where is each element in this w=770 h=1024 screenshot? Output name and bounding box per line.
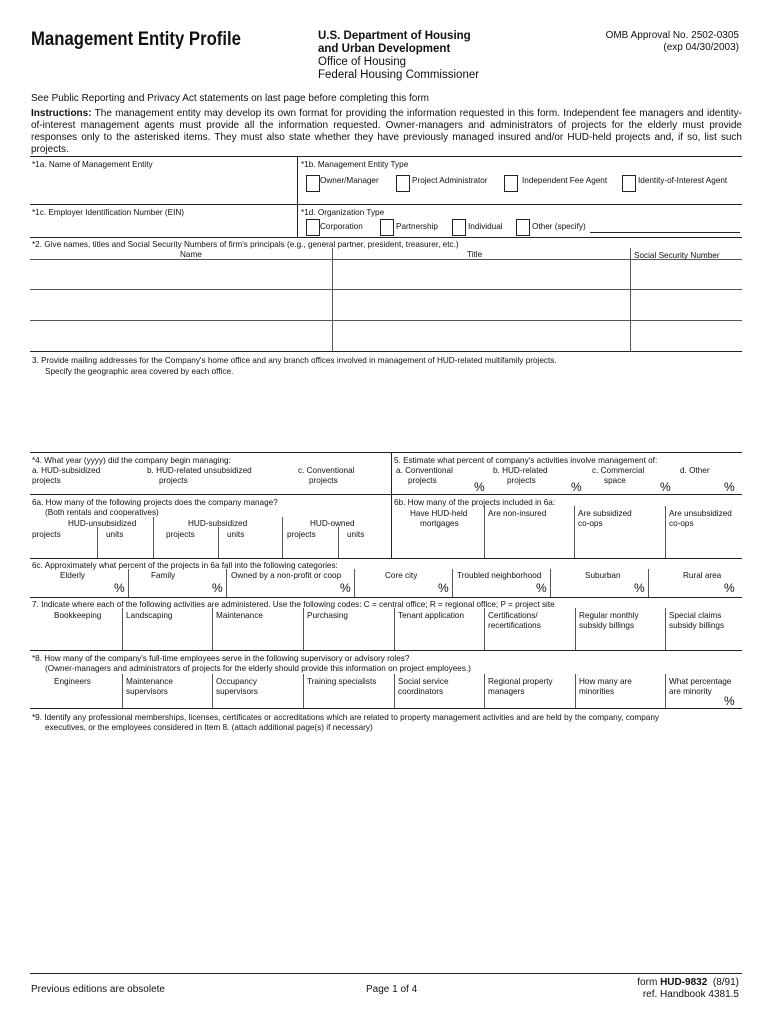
q8-minorities-count (579, 677, 632, 697)
department-block (318, 30, 479, 82)
omb-block (606, 30, 739, 54)
q4b-line1: b. HUD-related unsubsidized (147, 466, 252, 475)
q6b-col3 (578, 509, 632, 529)
q4a-line1: a. HUD-subsidized (32, 466, 101, 475)
partnership-label: Partnership (396, 222, 438, 231)
q6a-col1: HUD-unsubsidized (68, 519, 137, 528)
divider (30, 289, 742, 290)
q8-social-service-line1: Social service (398, 677, 449, 686)
q6c-nonprofit: Owned by a non-profit or coop (231, 571, 342, 580)
divider (30, 237, 742, 238)
corporation-checkbox[interactable] (306, 219, 320, 236)
q8-percentage-line1: What percentage (669, 677, 732, 686)
q5d-percent: % (724, 480, 735, 494)
q7-regular-billings-line2: subsidy billings (579, 621, 635, 630)
divider (30, 494, 742, 495)
q8-regional-managers (488, 677, 553, 697)
office-line: Office of Housing (318, 56, 407, 68)
q3-line2: Specify the geographic area covered by each office. (45, 367, 234, 376)
q8-occupancy-line1: Occupancy (216, 677, 257, 686)
corporation-label: Corporation (320, 222, 363, 231)
form-date: (8/91) (707, 977, 739, 988)
q6a-units-2: units (227, 530, 245, 539)
q6a-projects-2: projects (166, 530, 195, 539)
divider (630, 248, 631, 351)
q5b-line2: projects (507, 476, 536, 485)
obsolete-note: Previous editions are obsolete (31, 984, 165, 995)
q4c-line1: c. Conventional (298, 466, 355, 475)
q6a-units-1: units (106, 530, 124, 539)
divider (30, 156, 742, 157)
q7-tenant-application: Tenant application (398, 611, 465, 620)
q7-special-claims-line1: Special claims (669, 611, 722, 620)
q5b-line1: b. HUD-related (493, 466, 548, 475)
q5c-line2: space (604, 476, 626, 485)
q6b-col4 (669, 509, 732, 529)
q5c-line1: c. Commercial (592, 466, 645, 475)
project-administrator-label: Project Administrator (412, 176, 488, 185)
q7-bookkeeping: Bookkeeping (54, 611, 102, 620)
divider (212, 608, 213, 650)
column-title: Title (467, 250, 483, 259)
q6c-core-city: Core city (385, 571, 418, 580)
q1a-label: *1a. Name of Management Entity (32, 160, 153, 169)
instructions-text: The management entity may develop its own format for providing the information requested in this form. Independent fee managers and identity-of-interest management agents must provide all the information requested. Owner-managers and administrators of projects for the elderly must provide responses only to the asterisked items. They must also state whether they have previously managed insured and/or HUD-held projects and, if so, list such projects. (31, 108, 742, 155)
q5a-line1: a. Conventional (396, 466, 453, 475)
divider (338, 527, 339, 558)
q6c-family: Family (151, 571, 176, 580)
q5d-label: d. Other (680, 466, 710, 475)
q8-minorities-line1: How many are (579, 677, 632, 686)
independent-fee-agent-label: Independent Fee Agent (522, 176, 608, 185)
divider (394, 608, 395, 650)
identity-of-interest-agent-label: Identity-of-Interest Agent (638, 176, 728, 185)
q3-line1: 3. Provide mailing addresses for the Company's home office and any branch offices involved in management of HUD-related multifamily projects. (32, 356, 557, 365)
divider (212, 674, 213, 708)
divider (484, 608, 485, 650)
q8-training-specialists: Training specialists (307, 677, 377, 686)
divider (332, 248, 333, 351)
divider (665, 608, 666, 650)
q6c-troubled: Troubled neighborhood (457, 571, 542, 580)
owner-manager-checkbox[interactable] (306, 175, 320, 192)
divider (574, 506, 575, 558)
divider (394, 674, 395, 708)
q1c-label: *1c. Employer Identification Number (EIN) (32, 208, 184, 217)
divider (665, 506, 666, 558)
q8-maintenance-line2: supervisors (126, 687, 168, 696)
q6c-percent-1: % (114, 581, 125, 595)
page-number: Page 1 of 4 (366, 984, 418, 995)
divider (30, 320, 742, 321)
column-name: Name (180, 250, 202, 259)
q5c-label (592, 466, 644, 486)
q8-occupancy-line2: supervisors (216, 687, 258, 696)
project-administrator-checkbox[interactable] (396, 175, 410, 192)
q6b-col3-line2: co-ops (578, 519, 603, 528)
q8-label: *8. How many of the company's full-time employees serve in the following supervisory or advisory roles? (32, 654, 410, 663)
q7-label: 7. Indicate where each of the following activities are administered. Use the following codes: C = central office; R = regional office; P = project site (32, 600, 555, 609)
q6b-col1-line1: Have HUD-held (410, 509, 468, 518)
divider (648, 569, 649, 597)
divider (30, 452, 742, 453)
divider (128, 569, 129, 597)
identity-of-interest-agent-checkbox[interactable] (622, 175, 636, 192)
divider (484, 674, 485, 708)
handbook-ref: ref. Handbook 4381.5 (642, 989, 739, 1000)
omb-approval: OMB Approval No. 2502-0305 (605, 30, 739, 41)
divider (122, 674, 123, 708)
q6c-percent-4: % (438, 581, 449, 595)
q6b-col3-line1: Are subsidized (578, 509, 632, 518)
q7-purchasing: Purchasing (307, 611, 348, 620)
department-line2: and Urban Development (318, 43, 451, 55)
divider (303, 608, 304, 650)
q4c-line2: projects (309, 476, 338, 485)
divider (30, 558, 742, 559)
q6c-percent-5: % (536, 581, 547, 595)
q5a-line2: projects (408, 476, 437, 485)
q7-regular-billings-line1: Regular monthly (579, 611, 639, 620)
q8-maintenance-supervisors (126, 677, 173, 697)
omb-expiration: (exp 04/30/2003) (663, 42, 739, 53)
q6c-suburban: Suburban (585, 571, 621, 580)
instructions-label: Instructions: (31, 108, 92, 119)
q8-percentage-line2: are minority (669, 687, 712, 696)
other-label: Other (specify) (532, 222, 586, 231)
divider (575, 608, 576, 650)
divider (484, 506, 485, 558)
q4b-label (147, 466, 252, 486)
q6b-col1-line2: mortgages (420, 519, 459, 528)
other-checkbox[interactable] (516, 219, 530, 236)
privacy-notice: See Public Reporting and Privacy Act statements on last page before completing this form (31, 93, 429, 104)
q6b-col2: Are non-insured (488, 509, 547, 518)
commissioner-line: Federal Housing Commissioner (318, 69, 480, 81)
q5c-percent: % (660, 480, 671, 494)
q7-special-claims-line2: subsidy billings (669, 621, 725, 630)
q8-maintenance-line1: Maintenance (126, 677, 173, 686)
partnership-checkbox[interactable] (380, 219, 394, 236)
q6c-percent-2: % (212, 581, 223, 595)
q6c-elderly: Elderly (60, 571, 86, 580)
department-line1: U.S. Department of Housing (318, 30, 471, 42)
q7-certifications-line1: Certifications/ (488, 611, 538, 620)
q4c-label (298, 466, 354, 486)
column-ssn: Social Security Number (634, 251, 720, 260)
q8-regional-line1: Regional property (488, 677, 553, 686)
q8-sub: (Owner-managers and administrators of projects for the elderly should provide this information on project employees.) (45, 664, 471, 673)
q9-line1: *9. Identify any professional memberships, licenses, certificates or accreditations which are related to property management activities and are held by the company, company (32, 713, 659, 722)
divider (30, 597, 742, 598)
divider (97, 527, 98, 558)
q5b-label (493, 466, 548, 486)
divider (122, 608, 123, 650)
divider (226, 569, 227, 597)
independent-fee-agent-checkbox[interactable] (504, 175, 518, 192)
q8-minorities-line2: minorities (579, 687, 615, 696)
page-title: Management Entity Profile (31, 29, 241, 50)
q5-label: 5. Estimate what percent of company's activities involve management of: (394, 456, 658, 465)
q5a-label (396, 466, 453, 486)
q6a-sub: (Both rentals and cooperatives) (45, 508, 159, 517)
form-prefix: form (637, 977, 661, 988)
q1d-label: *1d. Organization Type (301, 208, 385, 217)
divider (282, 517, 283, 558)
q8-engineers: Engineers (54, 677, 91, 686)
q4a-line2: projects (32, 476, 61, 485)
q6c-percent-7: % (724, 581, 735, 595)
q9-line2: executives, or the employees considered in Item 8. (attach additional page(s) if necessary) (45, 723, 373, 732)
divider (30, 708, 742, 709)
q6c-percent-6: % (634, 581, 645, 595)
q6b-label: 6b. How many of the projects included in 6a: (394, 498, 556, 507)
divider (30, 204, 742, 205)
instructions (31, 108, 742, 156)
divider (30, 973, 742, 974)
individual-label: Individual (468, 222, 503, 231)
q7-special-claims (669, 611, 724, 631)
q8-social-service-line2: coordinators (398, 687, 444, 696)
divider (218, 527, 219, 558)
q8-regional-line2: managers (488, 687, 525, 696)
form-id-block (637, 977, 739, 1001)
q5a-percent: % (474, 480, 485, 494)
divider (354, 569, 355, 597)
q6b-col1 (410, 509, 467, 529)
q4a-label (32, 466, 100, 486)
divider (665, 674, 666, 708)
q8-percent: % (724, 694, 735, 708)
divider (30, 650, 742, 651)
q4b-line2: projects (159, 476, 188, 485)
q7-certifications (488, 611, 541, 631)
individual-checkbox[interactable] (452, 219, 466, 236)
divider (153, 517, 154, 558)
q6b-col4-line1: Are unsubsidized (669, 509, 732, 518)
q6a-projects-3: projects (287, 530, 316, 539)
divider (550, 569, 551, 597)
q7-landscaping: Landscaping (126, 611, 173, 620)
q4-label: *4. What year (yyyy) did the company begin managing: (32, 456, 231, 465)
q8-minority-percentage (669, 677, 731, 697)
q6a-label: 6a. How many of the following projects does the company manage? (32, 498, 278, 507)
q6c-percent-3: % (340, 581, 351, 595)
q6b-col4-line2: co-ops (669, 519, 694, 528)
q6a-col2: HUD-subsidized (188, 519, 248, 528)
form-number: HUD-9832 (660, 977, 708, 988)
other-specify-line[interactable] (590, 232, 740, 233)
divider (303, 674, 304, 708)
q6c-rural: Rural area (683, 571, 722, 580)
divider (452, 569, 453, 597)
q6a-units-3: units (347, 530, 365, 539)
owner-manager-label: Owner/Manager (320, 176, 379, 185)
q5b-percent: % (571, 480, 582, 494)
q7-maintenance: Maintenance (216, 611, 263, 620)
divider (30, 351, 742, 352)
divider (391, 452, 392, 558)
q6a-projects-1: projects (32, 530, 61, 539)
q1b-label: *1b. Management Entity Type (301, 160, 409, 169)
q8-occupancy-supervisors (216, 677, 258, 697)
q7-regular-billings (579, 611, 639, 631)
q7-certifications-line2: recertifications (488, 621, 541, 630)
q2-label: *2. Give names, titles and Social Security Numbers of firm's principals (e.g., general partner, president, treasurer, etc.) (32, 240, 459, 249)
divider (297, 156, 298, 237)
q8-social-service (398, 677, 449, 697)
q6a-col3: HUD-owned (310, 519, 355, 528)
q6c-label: 6c. Approximately what percent of the projects in 6a fall into the following categories: (32, 561, 338, 570)
divider (575, 674, 576, 708)
